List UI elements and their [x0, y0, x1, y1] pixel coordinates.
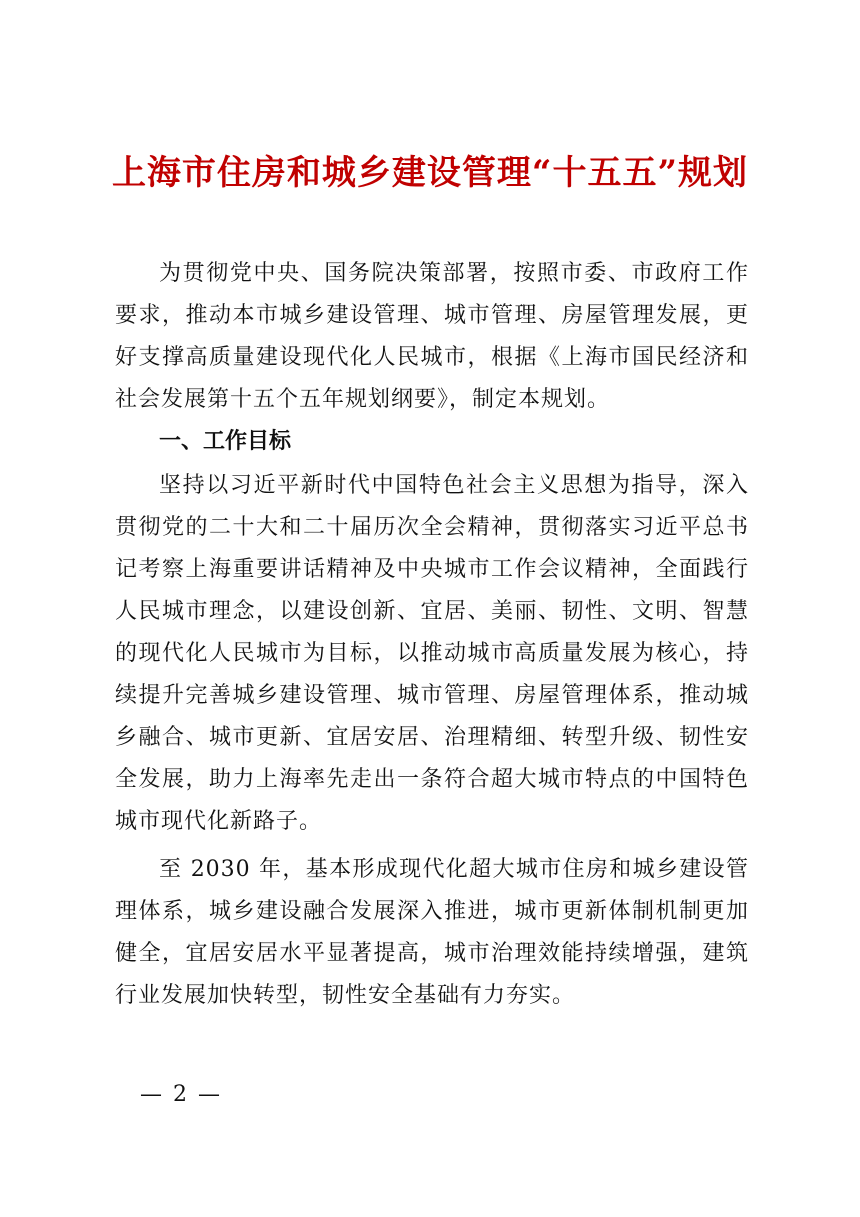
section-heading: 一、工作目标 [159, 429, 292, 454]
target-2030-paragraph: 至 2030 年，基本形成现代化超大城市住房和城乡建设管理体系，城乡建设融合发展深入推进，城市更新体制机制更加健全，宜居安居水平显著提高，城市治理效能持续增强，建筑行业发展加快转型，韧性安全基础有力夯实。 [115, 857, 749, 1008]
goal-paragraph: 坚持以习近平新时代中国特色社会主义思想为指导，深入贯彻党的二十大和二十届历次全会精神，贯彻落实习近平总书记考察上海重要讲话精神及中央城市工作会议精神，全面践行人民城市理念，以建设创新、宜居、美丽、韧性、文明、智慧的现代化人民城市为目标，以推动城市高质量发展为核心，持续提升完善城乡建设管理、城市管理、房屋管理体系，推动城乡融合、城市更新、宜居安居、治理精细、转型升级、韧性安全发展，助力上海率先走出一条符合超大城市特点的中国特色城市现代化新路子。 [115, 473, 749, 834]
document-title: 上海市住房和城乡建设管理“十五五”规划 [111, 153, 749, 193]
document-body [115, 253, 749, 1017]
intro-paragraph: 为贯彻党中央、国务院决策部署，按照市委、市政府工作要求，推动本市城乡建设管理、城市管理、房屋管理发展，更好支撑高质量建设现代化人民城市，根据《上海市国民经济和社会发展第十五个五年规划纲要》，制定本规划。 [115, 261, 749, 412]
page-number: — 2 — [140, 1082, 222, 1107]
